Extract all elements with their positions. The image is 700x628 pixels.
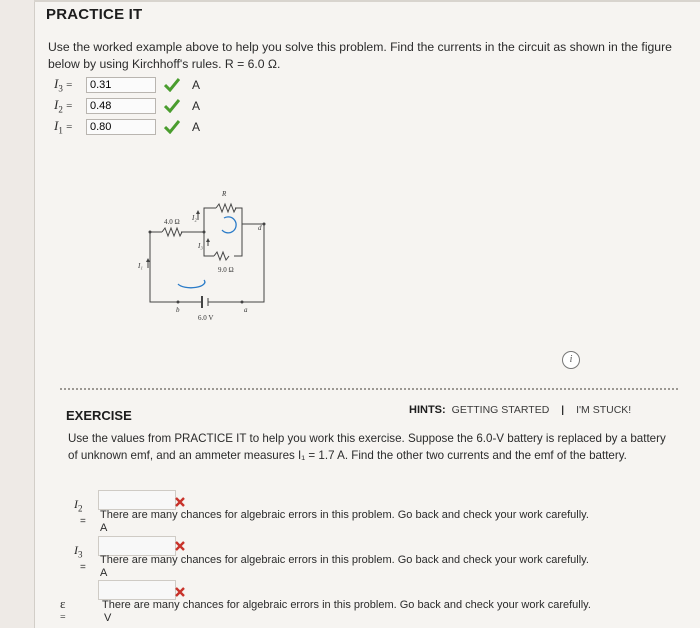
wire [214, 224, 264, 302]
variable-label: ε = [60, 596, 66, 623]
unit-label: A [100, 522, 108, 534]
feedback-message: There are many chances for algebraic errors in this problem. Go back and check your work carefully. [100, 509, 589, 521]
section-divider [60, 388, 678, 390]
node-a-label: a [244, 306, 248, 314]
i2-exercise-input[interactable] [98, 490, 176, 510]
unit-label: A [192, 120, 201, 134]
getting-started-link[interactable]: GETTING STARTED [451, 404, 550, 416]
resistor-9ohm [214, 252, 229, 260]
content-panel [34, 0, 700, 628]
feedback-message: There are many chances for algebraic errors in this problem. Go back and check your work carefully. [100, 554, 589, 566]
im-stuck-link[interactable]: I'M STUCK! [576, 404, 632, 416]
loop-arrow-icon [178, 280, 205, 288]
hints-label: HINTS: [409, 404, 446, 416]
exercise-text: Use the values from PRACTICE IT to help you work this exercise. Suppose the 6.0-V battery is replaced by a battery of unknown emf, and an ammeter measures I₁ = 1.7 A. Find the other two currents and the emf of the battery. [68, 432, 666, 462]
resistor-r [216, 204, 236, 212]
unit-label: A [100, 567, 108, 579]
emf-exercise-input[interactable] [98, 580, 176, 600]
problem-text: Use the worked example above to help you solve this problem. Find the currents in the circuit as shown in the figure below by using Kirchhoff's rules. R = 6.0 Ω. [48, 40, 672, 71]
divider [34, 0, 700, 2]
unit-label: A [192, 78, 201, 92]
r-label: R [222, 190, 227, 198]
checkmark-icon [164, 78, 180, 92]
node-b-label: b [176, 306, 180, 314]
checkmark-icon [164, 99, 180, 113]
r2-label: 9.0 Ω [218, 266, 234, 274]
incorrect-x-icon [174, 540, 186, 552]
i3-answer-input[interactable] [86, 77, 156, 93]
equals-sign: = [80, 516, 86, 527]
i2-label: I₂ [192, 214, 197, 222]
i1-answer-input[interactable] [86, 119, 156, 135]
incorrect-x-icon [174, 586, 186, 598]
i2-answer-input[interactable] [86, 98, 156, 114]
answer-row-i3 [54, 76, 200, 94]
hints-bar [409, 404, 631, 416]
answer-row-i2 [54, 97, 200, 115]
node-d-label: d [258, 224, 262, 232]
equals-sign: = [80, 562, 86, 573]
hints-separator: | [561, 404, 565, 416]
practice-title: PRACTICE IT [46, 6, 143, 23]
feedback-message: There are many chances for algebraic errors in this problem. Go back and check your work carefully. [102, 599, 591, 611]
circuit-diagram [138, 184, 268, 324]
wire [150, 232, 202, 302]
checkmark-icon [164, 120, 180, 134]
variable-label: $I_2$ [74, 497, 83, 514]
variable-label: $I_2$ = [54, 97, 73, 115]
i3-exercise-input[interactable] [98, 536, 176, 556]
unit-label: V [104, 612, 112, 624]
r1-label: 4.0 Ω [164, 218, 180, 226]
answer-row-i1 [54, 118, 200, 136]
variable-label: $I_1$ = [54, 118, 73, 136]
incorrect-x-icon [174, 496, 186, 508]
info-icon[interactable]: i [562, 351, 580, 369]
i1-label: I₁ [138, 262, 143, 270]
unit-label: A [192, 99, 201, 113]
i3-label: I₃ [198, 242, 203, 250]
exercise-title: EXERCISE [66, 408, 132, 423]
variable-label: $I_3$ [74, 543, 83, 560]
battery-label: 6.0 V [198, 314, 214, 322]
resistor-4ohm [162, 228, 182, 236]
variable-label: $I_3$ = [54, 76, 73, 94]
loop-arrow-icon [222, 217, 236, 233]
